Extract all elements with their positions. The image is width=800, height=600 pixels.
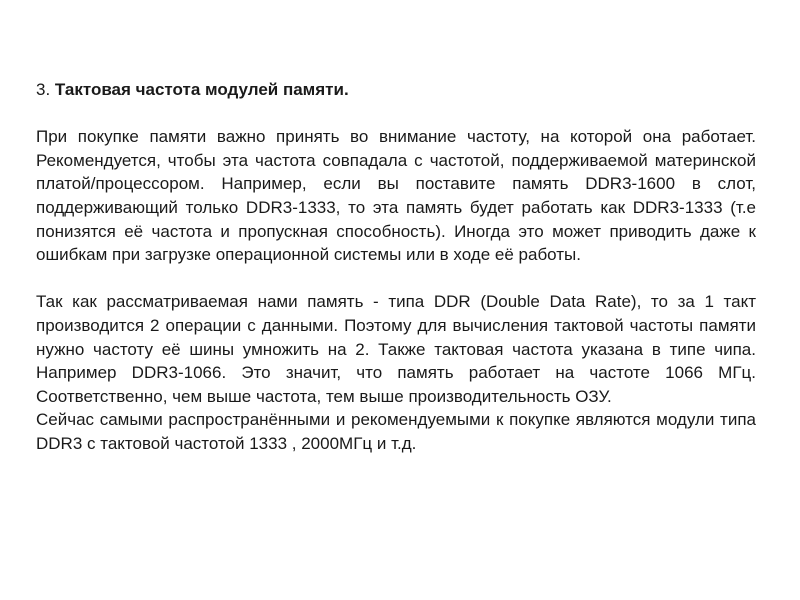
paragraph-ddr-clock: Так как рассматриваемая нами память - типа DDR (Double Data Rate), то за 1 такт производится 2 операции с данными. Поэтому для вычисления тактовой частоты памяти нужно частоту её шины умножить на 2. Также тактовая частота указана в типе чипа. Например DDR3-1066. Это значит, что память работает на частоте 1066 МГц. Соответственно, чем выше частота, тем выше производительность ОЗУ. (36, 292, 756, 406)
section-number: 3. (36, 80, 51, 99)
document-body (36, 78, 756, 456)
paragraph-common-modules: Сейчас самыми распространёнными и рекомендуемыми к покупке являются модули типа DDR3 с тактовой частотой 1333 , 2000МГц и т.д. (36, 410, 756, 453)
paragraph-memory-frequency: При покупке памяти важно принять во внимание частоту, на которой она работает. Рекомендуется, чтобы эта частота совпадала с частотой, поддерживаемой материнской платой/процессором. Например, если вы поставите память DDR3-1600 в слот, поддерживающий только DDR3-1333, то эта память будет работать как DDR3-1333 (т.е понизятся её частота и пропускная способность). Иногда это может приводить даже к ошибкам при загрузке операционной системы или в ходе её работы. (36, 127, 756, 265)
section-title: Тактовая частота модулей памяти. (54, 80, 349, 99)
section-heading (36, 78, 756, 102)
